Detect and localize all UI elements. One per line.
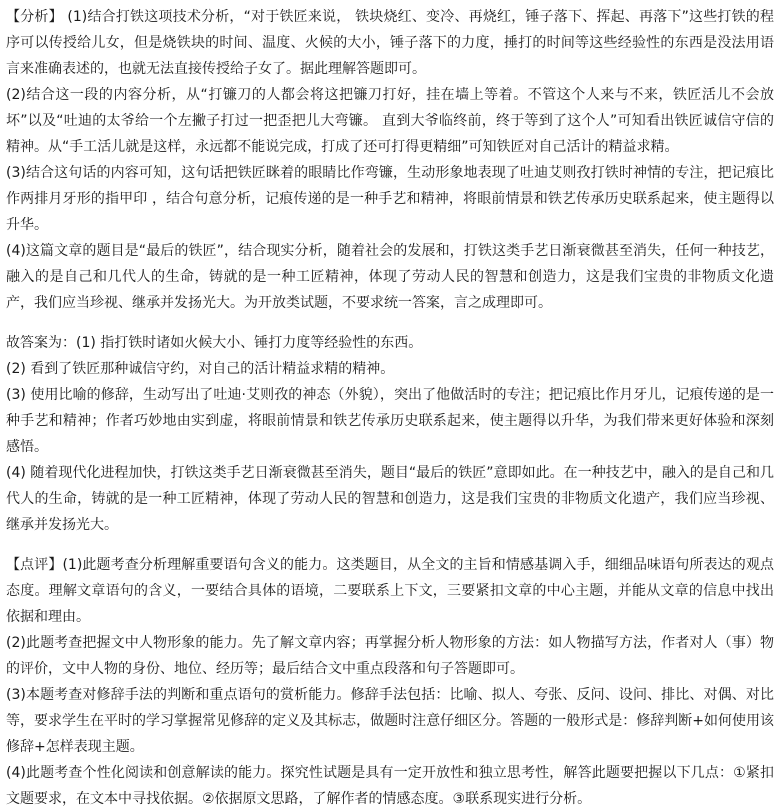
- answer-paragraph-1: 故答案为：(1) 指打铁时诸如火候大小、锤打力度等经验性的东西。: [6, 335, 423, 351]
- comment-paragraph-3: (3)本题考查对修辞手法的判断和重点语句的赏析能力。修辞手法包括：比喻、拟人、夸张、反问、设问、排比、对偶、对比等，要求学生在平时的学习掌握常见修辞的定义及其标志，做题时注意仔细区分。答题的一般形式是：修辞判断+如何使用该修辞+怎样表现主题。: [6, 687, 774, 755]
- analysis-paragraph-4: (4)这篇文章的题目是“最后的铁匠”，结合现实分析，随着社会的发展和，打铁这类手艺日渐衰微甚至消失，任何一种技艺，融入的是自己和几代人的生命，铸就的是一种工匠精神，体现了劳动人民的智慧和创造力，这是我们宝贵的非物质文化遗产，我们应当珍视、继承并发扬光大。为开放类试题，不要求统一答案，言之成理即可。: [6, 243, 774, 311]
- comment-section: [6, 552, 774, 812]
- analysis-paragraph-2: (2)结合这一段的内容分析，从“打镰刀的人都会将这把镰刀打好，挂在墙上等着。不管这个人来与不来，铁匠活儿不会放坏”以及“吐迪的太爷给一个左撇子打过一把歪把儿大弯镰。 直到大爷临终前，终于等到了这个人”可知看出铁匠诚信守信的精神。从“手工活儿就是这样，永远都不能说完成，打成了还可打得更精细”可知铁匠对自己活计的精益求精。: [6, 87, 774, 155]
- answer-section: [6, 330, 774, 538]
- answer-paragraph-2: (2) 看到了铁匠那种诚信守约，对自己的活计精益求精的精神。: [6, 361, 395, 377]
- comment-paragraph-1: 【点评】(1)此题考查分析理解重要语句含义的能力。这类题目，从全文的主旨和情感基调入手，细细品味语句所表达的观点态度。理解文章语句的含义，一要结合具体的语境，二要联系上下文，三要紧扣文章的中心主题，并能从文章的信息中找出依据和理由。: [6, 557, 774, 625]
- section-gap: [6, 316, 774, 330]
- comment-paragraph-2: (2)此题考查把握文中人物形象的能力。先了解文章内容；再掌握分析人物形象的方法：如人物描写方法，作者对人（事）物的评价，文中人物的身份、地位、经历等；最后结合文中重点段落和句子答题即可。: [6, 635, 774, 677]
- answer-paragraph-4: (4) 随着现代化进程加快，打铁这类手艺日渐衰微甚至消失，题目“最后的铁匠”意即如此。在一种技艺中，融入的是自己和几代人的生命，铸就的是一种工匠精神，体现了劳动人民的智慧和创造力，这是我们宝贵的非物质文化遗产，我们应当珍视、继承并发扬光大。: [6, 465, 774, 533]
- answer-paragraph-3: (3) 使用比喻的修辞，生动写出了吐迪·艾则孜的神态（外貌），突出了他做活时的专注；把记痕比作月牙儿，记痕传递的是一种手艺和精神；作者巧妙地由实到虚，将眼前情景和铁艺传承历史联系起来，使主题得以升华，为我们带来更好体验和深刻感悟。: [6, 387, 774, 455]
- section-gap: [6, 538, 774, 552]
- analysis-section: [6, 4, 774, 316]
- comment-paragraph-4: (4)此题考查个性化阅读和创意解读的能力。探究性试题是具有一定开放性和独立思考性，解答此题要把握以下几点：①紧扣文题要求，在文本中寻找依据。②依据原文思路，了解作者的情感态度。③联系现实进行分析。: [6, 765, 774, 807]
- analysis-paragraph-3: (3)结合这句话的内容可知，这句话把铁匠眯着的眼睛比作弯镰，生动形象地表现了吐迪艾则孜打铁时神情的专注，把记痕比作两排月牙形的指甲印 ，结合句意分析，记痕传递的是一种手艺和精神，将眼前情景和铁艺传承历史联系起来，使主题得以升华。: [6, 165, 774, 233]
- analysis-paragraph-1: 【分析】 (1)结合打铁这项技术分析，“对于铁匠来说， 铁块烧红、变冷、再烧红，锤子落下、挥起、再落下”这些打铁的程序可以传授给儿女，但是烧铁块的时间、温度、火候的大小，锤子落下的力度，捶打的时间等这些经验性的东西是没法用语言来准确表述的，也就无法直接传授给子女了。据此理解答题即可。: [6, 9, 774, 77]
